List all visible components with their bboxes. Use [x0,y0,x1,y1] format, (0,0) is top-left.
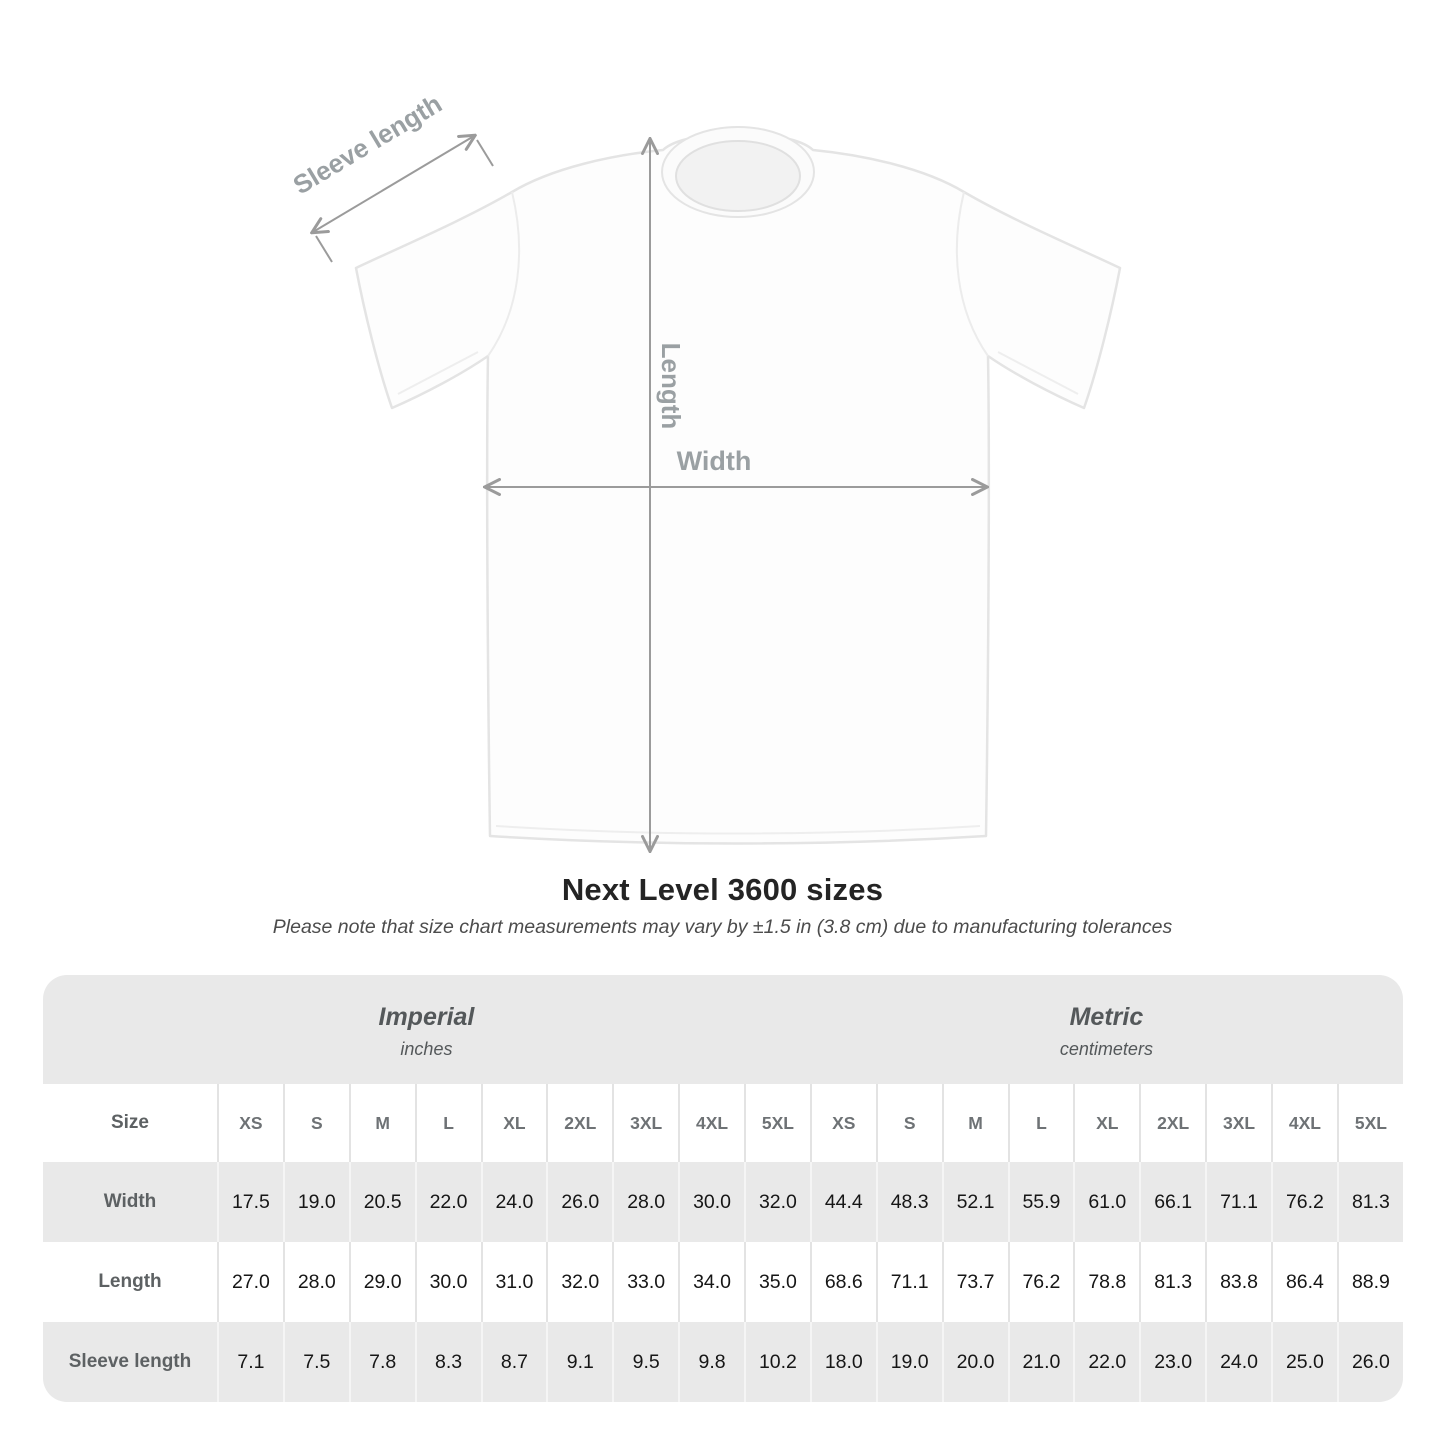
sleeve-metric-value: 22.0 [1073,1322,1139,1402]
length-metric-value: 76.2 [1008,1242,1074,1322]
width-metric-value: 81.3 [1337,1162,1403,1242]
width-imperial-value: 20.5 [349,1162,415,1242]
sleeve-imperial-value: 9.8 [678,1322,744,1402]
sleeve-imperial-value: 7.1 [217,1322,283,1402]
sleeve-arrow-end-tick [477,140,493,166]
sleeve-imperial-value: 7.8 [349,1322,415,1402]
length-label: Length [656,342,686,430]
sleeve-imperial-value: 9.1 [546,1322,612,1402]
width-imperial-value: 19.0 [283,1162,349,1242]
width-imperial-value: 32.0 [744,1162,810,1242]
length-imperial-value: 30.0 [415,1242,481,1322]
size-col-header-metric-5xl: 5XL [1337,1084,1403,1162]
size-col-header-imperial-xs: XS [217,1084,283,1162]
size-col-header-metric-xs: XS [810,1084,876,1162]
sleeve-imperial-value: 9.5 [612,1322,678,1402]
length-metric-value: 78.8 [1073,1242,1139,1322]
sleeve-metric-value: 19.0 [876,1322,942,1402]
width-row [43,1162,1403,1242]
width-imperial-value: 28.0 [612,1162,678,1242]
metric-title: Metric [1069,1003,1144,1031]
sleeve-arrow-start-tick [316,236,332,262]
width-imperial-value: 30.0 [678,1162,744,1242]
sleeve-imperial-value: 8.7 [481,1322,547,1402]
width-label: Width [676,446,752,476]
imperial-header-cell [43,975,810,1084]
length-row-label: Length [43,1242,217,1322]
width-metric-value: 52.1 [942,1162,1008,1242]
sleeve-metric-value: 18.0 [810,1322,876,1402]
size-col-header-metric-m: M [942,1084,1008,1162]
imperial-unit-label: inches [400,1039,453,1059]
size-col-header-metric-l: L [1008,1084,1074,1162]
size-col-header-imperial-s: S [283,1084,349,1162]
size-col-header-imperial-5xl: 5XL [744,1084,810,1162]
length-metric-value: 81.3 [1139,1242,1205,1322]
width-metric-value: 55.9 [1008,1162,1074,1242]
size-col-header-imperial-2xl: 2XL [546,1084,612,1162]
width-imperial-value: 26.0 [546,1162,612,1242]
length-metric-value: 88.9 [1337,1242,1403,1322]
size-col-header-imperial-3xl: 3XL [612,1084,678,1162]
width-imperial-value: 17.5 [217,1162,283,1242]
width-row-label: Width [43,1162,217,1242]
sleeve-metric-value: 24.0 [1205,1322,1271,1402]
size-col-header-metric-4xl: 4XL [1271,1084,1337,1162]
page-title: Next Level 3600 sizes [561,872,884,907]
width-metric-value: 76.2 [1271,1162,1337,1242]
sleeve-metric-value: 21.0 [1008,1322,1074,1402]
width-imperial-value: 24.0 [481,1162,547,1242]
size-row-label: Size [43,1084,217,1162]
length-metric-value: 71.1 [876,1242,942,1322]
sleeve-metric-value: 25.0 [1271,1322,1337,1402]
size-header-row [43,1084,1403,1162]
length-imperial-value: 35.0 [744,1242,810,1322]
size-col-header-imperial-xl: XL [481,1084,547,1162]
width-metric-value: 44.4 [810,1162,876,1242]
size-col-header-metric-s: S [876,1084,942,1162]
metric-unit-label: centimeters [1059,1039,1153,1059]
length-imperial-value: 32.0 [546,1242,612,1322]
length-imperial-value: 33.0 [612,1242,678,1322]
sleeve-length-label: Sleeve length [287,88,447,201]
length-metric-value: 83.8 [1205,1242,1271,1322]
size-col-header-imperial-4xl: 4XL [678,1084,744,1162]
size-table [43,975,1403,1402]
sleeve-metric-value: 20.0 [942,1322,1008,1402]
tshirt-graphic [356,127,1120,844]
width-metric-value: 61.0 [1073,1162,1139,1242]
length-metric-value: 86.4 [1271,1242,1337,1322]
length-imperial-value: 29.0 [349,1242,415,1322]
sleeve-imperial-value: 8.3 [415,1322,481,1402]
length-imperial-value: 28.0 [283,1242,349,1322]
width-metric-value: 71.1 [1205,1162,1271,1242]
sleeve-imperial-value: 7.5 [283,1322,349,1402]
size-col-header-metric-3xl: 3XL [1205,1084,1271,1162]
length-metric-value: 73.7 [942,1242,1008,1322]
width-metric-value: 66.1 [1139,1162,1205,1242]
width-metric-value: 48.3 [876,1162,942,1242]
metric-header-cell [810,975,1403,1084]
imperial-title: Imperial [378,1003,475,1031]
sleeve-length-row-label: Sleeve length [43,1322,217,1402]
length-imperial-value: 31.0 [481,1242,547,1322]
length-metric-value: 68.6 [810,1242,876,1322]
tolerance-note: Please note that size chart measurements may vary by ±1.5 in (3.8 cm) due to manufacturing tolerances [272,916,1173,938]
length-row [43,1242,1403,1322]
size-col-header-imperial-m: M [349,1084,415,1162]
tshirt-body [356,134,1120,844]
size-col-header-metric-xl: XL [1073,1084,1139,1162]
size-col-header-metric-2xl: 2XL [1139,1084,1205,1162]
sleeve-metric-value: 26.0 [1337,1322,1403,1402]
size-table-container [43,975,1403,1402]
size-col-header-imperial-l: L [415,1084,481,1162]
unit-header-row [43,975,1403,1084]
length-imperial-value: 27.0 [217,1242,283,1322]
length-imperial-value: 34.0 [678,1242,744,1322]
width-imperial-value: 22.0 [415,1162,481,1242]
sleeve-metric-value: 23.0 [1139,1322,1205,1402]
sleeve-imperial-value: 10.2 [744,1322,810,1402]
tshirt-collar-opening [676,141,800,211]
sleeve-length-row [43,1322,1403,1402]
